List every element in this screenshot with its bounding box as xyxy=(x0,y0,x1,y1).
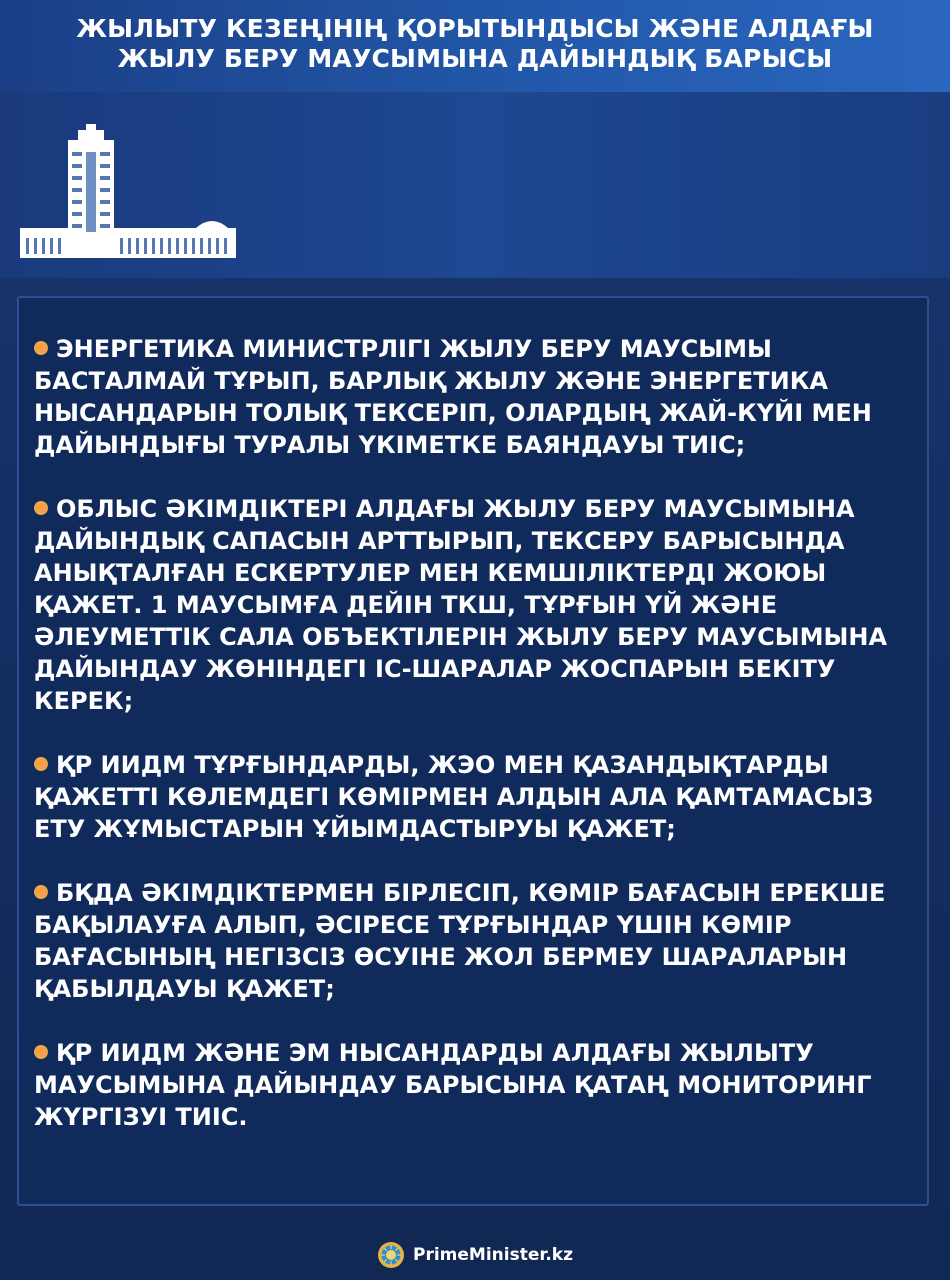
bullet-icon xyxy=(34,501,48,515)
item-text: ОБЛЫС ӘКІМДІКТЕРІ АЛДАҒЫ ЖЫЛУ БЕРУ МАУСЫМЫНА ДАЙЫНДЫҚ САПАСЫН АРТТЫРЫП, ТЕКСЕРУ БАРЫСЫНДА АНЫҚТАЛҒАН ЕСКЕРТУЛЕР МЕН КЕМШІЛІКТЕРДІ ЖОЮЫ ҚАЖЕТ. 1 МАУСЫМҒА ДЕЙІН ТКШ, ТҰРҒЫН ҮЙ ЖӘНЕ ӘЛЕУМЕТТІК САЛА ОБЪЕКТІЛЕРІН ЖЫЛУ БЕРУ МАУСЫМЫНА ДАЙЫНДАУ ЖӨНІНДЕГІ ІС-ШАРАЛАР ЖОСПАРЫН БЕКІТУ КЕРЕК; xyxy=(34,495,888,715)
list-item xyxy=(34,877,924,1005)
list-item xyxy=(34,749,924,845)
state-emblem-icon xyxy=(377,1241,405,1269)
item-text: ҚР ИИДМ ТҰРҒЫНДАРДЫ, ЖЭО МЕН ҚАЗАНДЫҚТАРДЫ ҚАЖЕТТІ КӨЛЕМДЕГІ КӨМІРМЕН АЛДЫН АЛА ҚАМТАМАСЫЗ ЕТУ ЖҰМЫСТАРЫН ҰЙЫМДАСТЫРУЫ ҚАЖЕТ; xyxy=(34,751,874,843)
list-item xyxy=(34,333,924,461)
bullet-icon xyxy=(34,885,48,899)
list-item xyxy=(34,493,924,717)
list-item xyxy=(34,1037,924,1133)
bullet-icon xyxy=(34,341,48,355)
footer xyxy=(0,1238,950,1272)
page-title xyxy=(0,14,950,74)
bullet-icon xyxy=(34,1045,48,1059)
item-list xyxy=(34,333,924,1165)
title-line-1: ЖЫЛЫТУ КЕЗЕҢІНІҢ ҚОРЫТЫНДЫСЫ ЖӘНЕ АЛДАҒЫ xyxy=(76,14,874,43)
site-link[interactable]: PrimeMinister.kz xyxy=(413,1245,573,1265)
item-text: ҚР ИИДМ ЖӘНЕ ЭМ НЫСАНДАРДЫ АЛДАҒЫ ЖЫЛЫТУ МАУСЫМЫНА ДАЙЫНДАУ БАРЫСЫНА ҚАТАҢ МОНИТОРИНГ ЖҮРГІЗУІ ТИІС. xyxy=(34,1039,872,1131)
item-text: ЭНЕРГЕТИКА МИНИСТРЛІГІ ЖЫЛУ БЕРУ МАУСЫМЫ БАСТАЛМАЙ ТҰРЫП, БАРЛЫҚ ЖЫЛУ ЖӘНЕ ЭНЕРГЕТИКА НЫСАНДАРЫН ТОЛЫҚ ТЕКСЕРІП, ОЛАРДЫҢ ЖАЙ-КҮЙІ МЕН ДАЙЫНДЫҒЫ ТУРАЛЫ ҮКІМЕТКЕ БАЯНДАУЫ ТИІС; xyxy=(34,335,872,459)
title-line-2: ЖЫЛУ БЕРУ МАУСЫМЫНА ДАЙЫНДЫҚ БАРЫСЫ xyxy=(117,44,833,73)
header-band xyxy=(0,0,950,92)
government-building-icon xyxy=(16,122,240,264)
item-text: БҚДА ӘКІМДІКТЕРМЕН БІРЛЕСІП, КӨМІР БАҒАСЫН ЕРЕКШЕ БАҚЫЛАУҒА АЛЫП, ӘСІРЕСЕ ТҰРҒЫНДАР ҮШІН КӨМІР БАҒАСЫНЫҢ НЕГІЗСІЗ ӨСУІНЕ ЖОЛ БЕРМЕУ ШАРАЛАРЫН ҚАБЫЛДАУЫ ҚАЖЕТ; xyxy=(34,879,886,1003)
bullet-icon xyxy=(34,757,48,771)
